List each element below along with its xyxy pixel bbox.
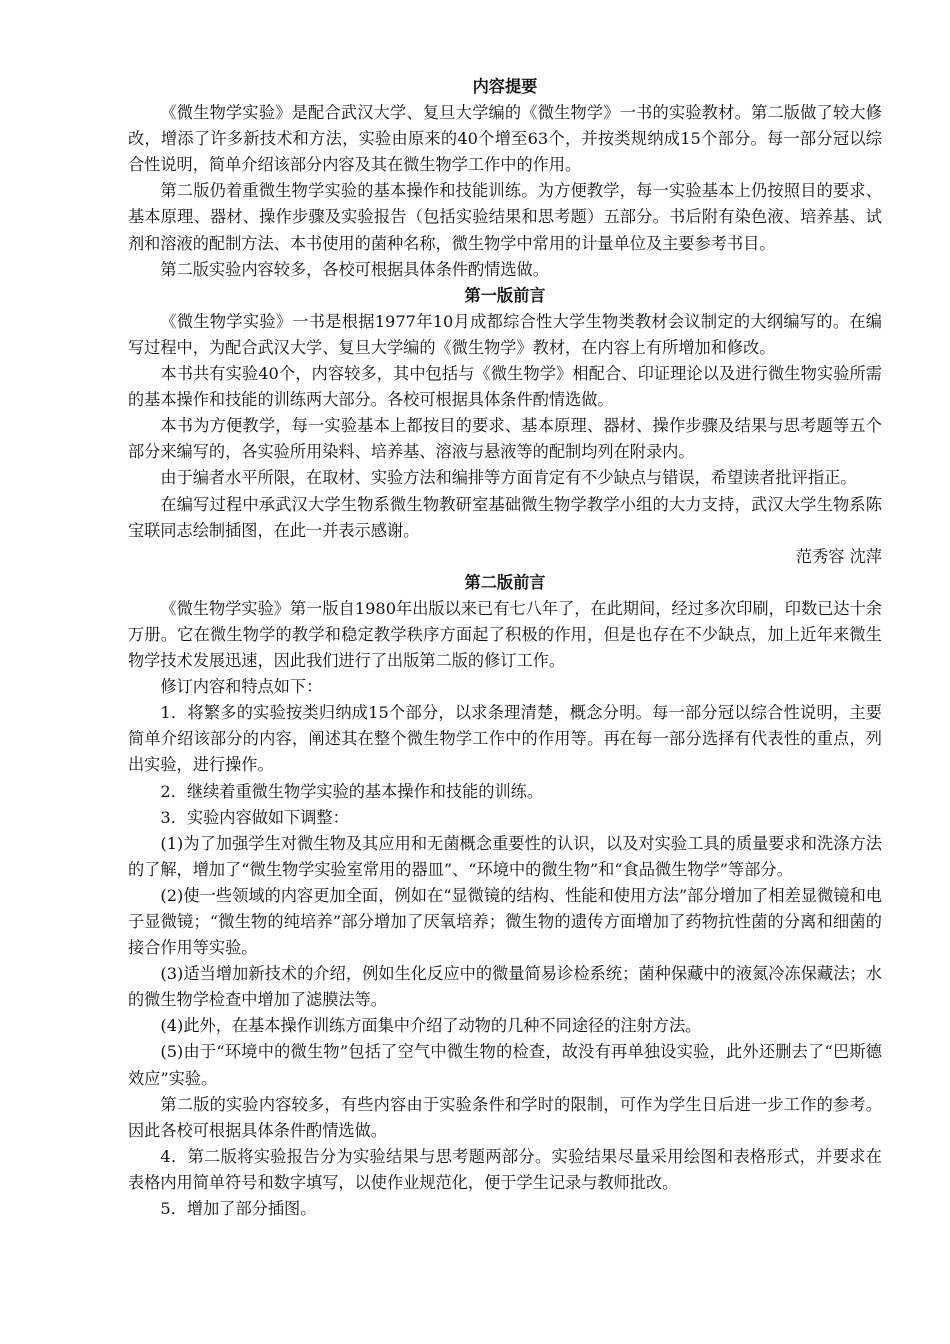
first-preface-paragraph: 《微生物学实验》一书是根据1977年10月成都综合性大学生物类教材会议制定的大纲编写的。在编写过程中，为配合武汉大学、复旦大学编的《微生物学》教材，在内容上有所增加和修改。 [128, 311, 882, 357]
second-preface-heading: 第二版前言 [464, 572, 546, 592]
second-preface-list-item: 1．将繁多的实验按类归纳成15个部分，以求条理清楚，概念分明。每一部分冠以综合性说明，主要简单介绍该部分的内容，阐述其在整个微生物学工作中的作用等。再在每一部分选择有代表性的重点，列出实验，进行操作。 [128, 703, 882, 775]
second-preface-sub-item: (5)由于“环境中的微生物”包括了空气中微生物的检查，故没有再单独设实验，此外还删去了“巴斯德效应”实验。 [128, 1042, 882, 1088]
second-preface-list-item: 4．第二版将实验报告分为实验结果与思考题两部分。实验结果尽量采用绘图和表格形式，并要求在表格内用简单符号和数字填写，以使作业规范化，便于学生记录与教师批改。 [128, 1146, 882, 1192]
summary-paragraph: 第二版实验内容较多，各校可根据具体条件酌情选做。 [160, 259, 549, 279]
first-preface-paragraph: 在编写过程中承武汉大学生物系微生物教研室基础微生物学教学小组的大力支持，武汉大学生物系陈宝联同志绘制插图，在此一并表示感谢。 [128, 494, 882, 540]
first-preface-paragraph: 由于编者水平所限，在取材、实验方法和编排等方面肯定有不少缺点与错误，希望读者批评指正。 [160, 468, 857, 488]
first-preface-paragraph: 本书共有实验40个，内容较多，其中包括与《微生物学》相配合、印证理论以及进行微生物实验所需的基本操作和技能的训练两大部分。各校可根据具体条件酌情选做。 [128, 364, 882, 410]
second-preface-sub-item: (3)适当增加新技术的介绍，例如生化反应中的微量简易诊检系统；菌种保藏中的液氮冷冻保藏法；水的微生物学检查中增加了滤膜法等。 [128, 964, 882, 1010]
second-preface-sub-item: (1)为了加强学生对微生物及其应用和无菌概念重要性的认识，以及对实验工具的质量要求和洗涤方法的了解，增加了“微生物学实验室常用的器皿”、“环境中的微生物”和“食品微生物学”等部分。 [128, 833, 882, 879]
second-preface-paragraph: 第二版的实验内容较多，有些内容由于实验条件和学时的限制，可作为学生日后进一步工作的参考。因此各校可根据具体条件酌情选做。 [128, 1094, 882, 1140]
document-page [128, 74, 882, 1222]
second-preface-paragraph: 《微生物学实验》第一版自1980年出版以来已有七八年了，在此期间，经过多次印刷，印数已达十余万册。它在微生物学的教学和稳定教学秩序方面起了积极的作用，但是也存在不少缺点，加上近年来微生物学技术发展迅速，因此我们进行了出版第二版的修订工作。 [128, 598, 882, 671]
second-preface-paragraph: 修订内容和特点如下： [160, 677, 323, 697]
first-preface-signature: 范秀容 沈萍 [795, 546, 882, 566]
second-preface-list-item: 2．继续着重微生物学实验的基本操作和技能的训练。 [160, 781, 544, 801]
second-preface-sub-item: (4)此外，在基本操作训练方面集中介绍了动物的几种不同途径的注射方法。 [160, 1016, 702, 1036]
summary-paragraph: 《微生物学实验》是配合武汉大学、复旦大学编的《微生物学》一书的实验教材。第二版做了较大修改，增添了许多新技术和方法，实验由原来的40个增至63个，并按类规纳成15个部分。每一部分冠以综合性说明，简单介绍该部分内容及其在微生物学工作中的作用。 [128, 103, 882, 175]
summary-heading: 内容提要 [472, 77, 538, 96]
first-preface-heading: 第一版前言 [464, 285, 546, 305]
first-preface-paragraph: 本书为方便教学，每一实验基本上都按目的要求、基本原理、器材、操作步骤及结果与思考题等五个部分来编写的，各实验所用染料、培养基、溶液与悬液等的配制均列在附录内。 [128, 416, 882, 462]
summary-paragraph: 第二版仍着重微生物学实验的基本操作和技能训练。为方便教学，每一实验基本上仍按照目的要求、基本原理、器材、操作步骤及实验报告（包括实验结果和思考题）五部分。书后附有染色液、培养基、试剂和溶液的配制方法、本书使用的菌种名称，微生物学中常用的计量单位及主要参考书目。 [128, 181, 882, 253]
second-preface-list-item: 5．增加了部分插图。 [160, 1199, 317, 1219]
second-preface-sub-item: (2)使一些领域的内容更加全面，例如在“显微镜的结构、性能和使用方法”部分增加了相差显微镜和电子显微镜；“微生物的纯培养”部分增加了厌氧培养；微生物的遗传方面增加了药物抗性菌的分离和细菌的接合作用等实验。 [128, 885, 882, 958]
second-preface-list-item: 3．实验内容做如下调整： [160, 807, 349, 827]
